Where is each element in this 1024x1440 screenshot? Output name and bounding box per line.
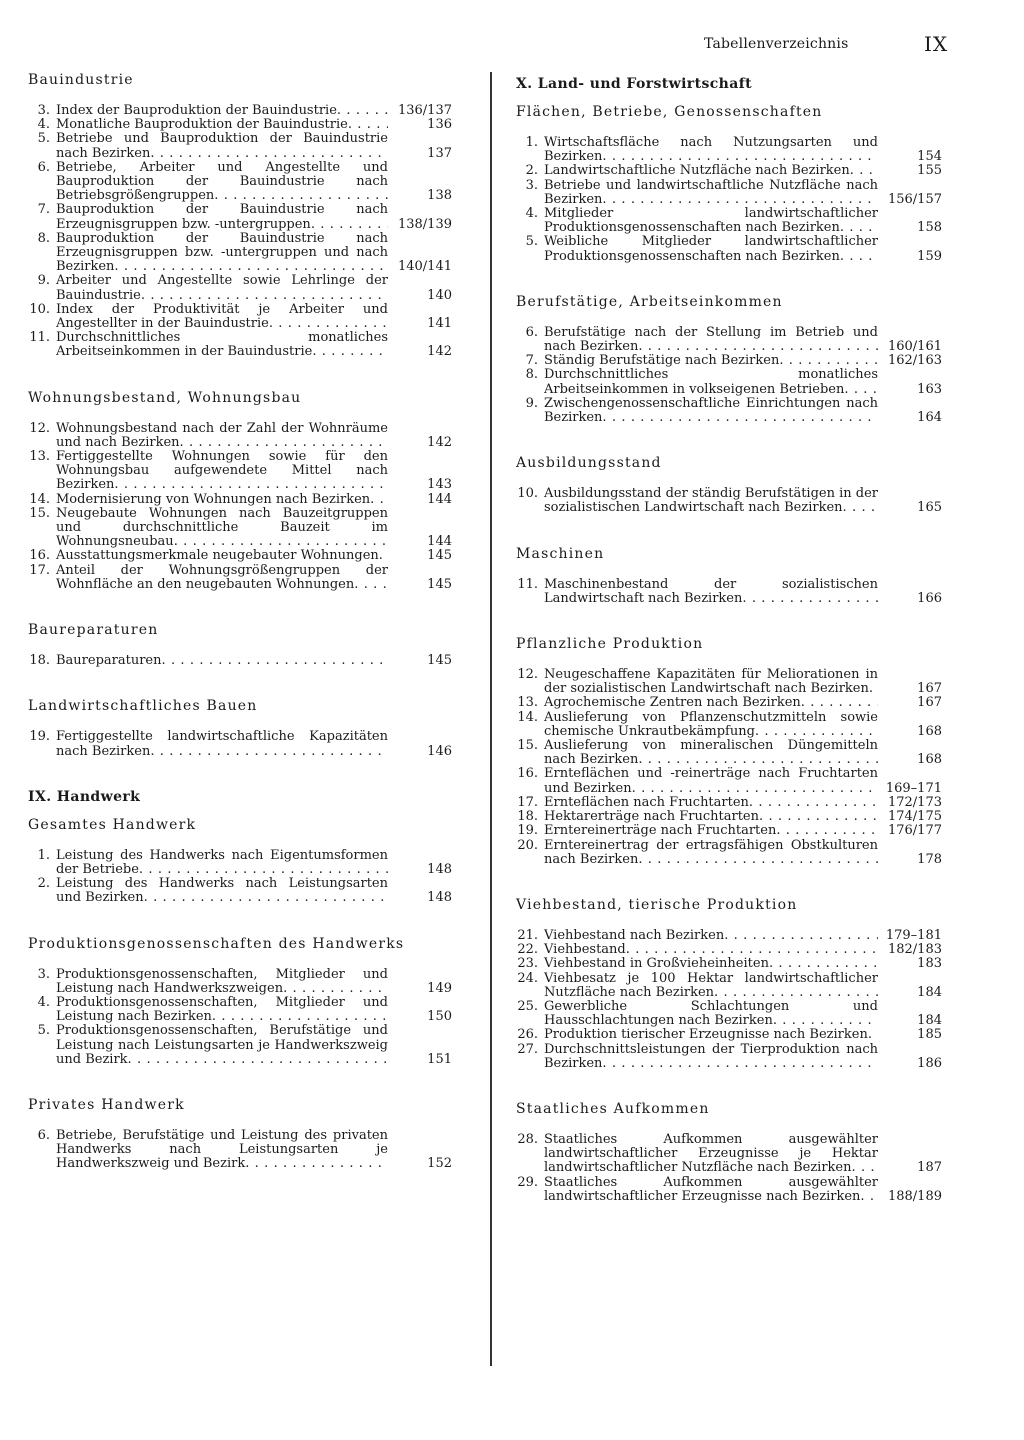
entry-title: [538, 578, 878, 606]
entry-number: 29.: [517, 1174, 538, 1190]
toc-entry: [516, 1043, 946, 1071]
entry-number: 6.: [37, 1127, 50, 1143]
toc-entry: [516, 972, 946, 1000]
entry-title-text: Hektarerträge nach Fruchtarten . . .: [544, 810, 759, 824]
entry-title: [538, 957, 878, 971]
toc-entry: [28, 493, 456, 507]
toc-entry: [516, 696, 946, 710]
toc-entry: [28, 877, 456, 905]
chapter-heading: X. Land- und Forstwirtschaft: [516, 76, 752, 92]
entry-title-text: Gewerbliche Schlachtungen und Hausschlachtungen nach Bezirken . . .: [544, 1000, 878, 1028]
entry-title-text: Betriebe, Arbeiter und Angestellte und Bauproduktion der Bauindustrie nach Betriebsgrößengruppen . . .: [56, 161, 388, 203]
toc-entry: [516, 179, 946, 207]
entry-page: 176/177: [887, 823, 942, 839]
toc-entry: [516, 1028, 946, 1042]
entry-title: [50, 161, 388, 204]
entry-page: 160/161: [887, 339, 942, 355]
entry-number: 15.: [517, 738, 538, 754]
entry-title-text: Produktionsgenossenschaften, Mitglieder und Leistung nach Bezirken . . .: [56, 996, 388, 1024]
entry-page: 151: [427, 1051, 452, 1067]
toc-entry: [28, 730, 456, 758]
entry-page: 162/163: [887, 353, 942, 369]
toc-entry: [516, 235, 946, 263]
entry-title: [538, 354, 878, 368]
toc-entry: [516, 326, 946, 354]
toc-section: [516, 455, 946, 515]
entry-page: 155: [917, 163, 942, 179]
entry-number: 12.: [517, 667, 538, 683]
entry-number: 26.: [517, 1027, 538, 1043]
entry-title: [50, 118, 388, 132]
toc-section: [28, 936, 456, 1067]
toc-entry: [28, 549, 456, 563]
entry-number: 1.: [525, 135, 538, 150]
entry-number: 27.: [517, 1041, 538, 1057]
entry-title: [538, 972, 878, 1000]
toc-entry: [516, 796, 946, 810]
entry-page: 156/157: [887, 191, 942, 207]
entry-title-text: Auslieferung von Pflanzenschutzmitteln sowie chemische Unkrautbekämpfung . . .: [544, 711, 878, 739]
toc-entry: [516, 824, 946, 838]
entry-page: 166: [917, 590, 942, 606]
entry-title-text: Durchschnittliches monatliches Arbeitseinkommen in der Bauindustrie . . .: [56, 331, 388, 359]
entry-title: [50, 104, 388, 118]
entry-title: [538, 179, 878, 207]
entry-title: [538, 368, 878, 396]
entry-number: 3.: [525, 177, 538, 193]
section-heading: Berufstätige, Arbeitseinkommen: [516, 293, 783, 310]
entry-title: [538, 397, 878, 425]
left-column: [28, 72, 456, 1202]
entry-number: 7.: [37, 202, 50, 218]
entry-number: 24.: [517, 970, 538, 986]
entry-title-text: Bauproduktion der Bauindustrie nach Erzeugnisgruppen bzw. -untergruppen und nach Bezirken . . .: [56, 232, 388, 274]
toc-entry: [516, 1000, 946, 1028]
entry-page: 141: [427, 316, 452, 332]
toc-section: [516, 1101, 946, 1204]
entry-page: 148: [427, 861, 452, 877]
entry-title-text: Staatliches Aufkommen ausgewählter landwirtschaftlicher Erzeugnisse nach Bezirken . . .: [544, 1176, 878, 1204]
entry-title-text: Landwirtschaftliche Nutzfläche nach Bezirken . . .: [544, 164, 850, 178]
entry-number: 18.: [517, 809, 538, 825]
entry-title: [50, 493, 388, 507]
entry-page: 183: [917, 956, 942, 972]
entry-number: 2.: [525, 163, 538, 179]
right-column: [516, 72, 946, 1234]
entry-page: 184: [917, 984, 942, 1000]
entry-title-text: Zwischengenossenschaftliche Einrichtungen nach Bezirken . . .: [544, 397, 878, 425]
toc-section: [28, 789, 456, 906]
section-heading: Produktionsgenossenschaften des Handwerks: [28, 935, 405, 952]
entry-page: 143: [427, 477, 452, 493]
entry-title-text: Viehbesatz je 100 Hektar landwirtschaftlicher Nutzfläche nach Bezirken . . .: [544, 972, 878, 1000]
entry-number: 18.: [29, 653, 50, 669]
entry-page: 163: [917, 381, 942, 397]
toc-entry: [516, 711, 946, 739]
toc-entry: [516, 487, 946, 515]
entry-title-text: Weibliche Mitglieder landwirtschaftlicher Produktionsgenossenschaften nach Bezirken . . .: [544, 235, 878, 263]
entry-title-text: Durchschnittsleistungen der Tierproduktion nach Bezirken . . .: [544, 1043, 878, 1071]
toc-entry: [28, 654, 456, 668]
entry-page: 158: [917, 220, 942, 236]
toc-entry: [28, 1024, 456, 1067]
entry-page: 168: [917, 723, 942, 739]
toc-section: [516, 76, 946, 264]
entry-title-text: Erntereinerträge nach Fruchtarten . . .: [544, 824, 776, 838]
entry-title-text: Produktion tierischer Erzeugnisse nach Bezirken . . .: [544, 1028, 868, 1042]
toc-section: [516, 546, 946, 606]
entry-title-text: Viehbestand nach Bezirken . . .: [544, 929, 724, 943]
entry-title: [538, 739, 878, 767]
entry-page: 136/137: [397, 103, 452, 118]
entry-page: 172/173: [887, 794, 942, 810]
entry-title: [50, 203, 388, 231]
entry-number: 3.: [37, 103, 50, 118]
entry-title-text: Betriebe, Berufstätige und Leistung des privaten Handwerks nach Leistungsarten je Handwerkszweig und Bezirk . . .: [56, 1129, 388, 1171]
entry-title-text: Leistung des Handwerks nach Eigentumsformen der Betriebe . . .: [56, 849, 388, 877]
entry-title-text: Berufstätige nach der Stellung im Betrieb und nach Bezirken . . .: [544, 326, 878, 354]
entry-title: [50, 1024, 388, 1067]
entry-page: 164: [917, 410, 942, 426]
entry-page: 145: [427, 653, 452, 669]
entry-page: 159: [917, 248, 942, 264]
entry-title-text: Erntereinertrag der ertragsfähigen Obstkulturen nach Bezirken . . .: [544, 839, 878, 867]
toc-section: [28, 390, 456, 592]
entry-page: 144: [427, 534, 452, 550]
entry-number: 14.: [29, 491, 50, 507]
entry-number: 9.: [37, 273, 50, 289]
entry-page: 144: [427, 491, 452, 507]
entry-title: [538, 810, 878, 824]
entry-page: 174/175: [887, 809, 942, 825]
entry-page: 167: [917, 681, 942, 697]
toc-entry: [516, 943, 946, 957]
entry-number: 11.: [29, 330, 50, 346]
toc-entry: [28, 132, 456, 160]
entry-number: 16.: [517, 766, 538, 782]
entry-page: 152: [427, 1156, 452, 1172]
toc-entry: [28, 104, 456, 118]
entry-page: 184: [917, 1013, 942, 1029]
entry-number: 8.: [525, 367, 538, 383]
entry-title-text: Ernteflächen und -reinerträge nach Fruchtarten und Bezirken . . .: [544, 767, 878, 795]
entry-title-text: Fertiggestellte landwirtschaftliche Kapazitäten nach Bezirken . . .: [56, 730, 388, 758]
entry-title-text: Viehbestand . . .: [544, 943, 626, 957]
entry-number: 13.: [29, 449, 50, 465]
entry-page: 149: [427, 980, 452, 996]
entry-number: 25.: [517, 998, 538, 1014]
entry-page: 179–181: [885, 927, 942, 943]
entry-title: [538, 164, 878, 178]
toc-entry: [28, 507, 456, 550]
entry-title: [538, 136, 878, 164]
toc-entry: [516, 164, 946, 178]
entry-title-text: Neugebaute Wohnungen nach Bauzeitgruppen und durchschnittliche Bauzeit im Wohnungsneubau . . .: [56, 507, 388, 549]
entry-title: [50, 1129, 388, 1172]
entry-title-text: Fertiggestellte Wohnungen sowie für den Wohnungsbau aufgewendete Mittel nach Bezirken . . .: [56, 450, 388, 492]
entry-title-text: Index der Bauproduktion der Bauindustrie . . .: [56, 104, 337, 118]
entry-title: [50, 450, 388, 493]
entry-title-text: Leistung des Handwerks nach Leistungsarten und Bezirken . . .: [56, 877, 388, 905]
entry-number: 12.: [29, 420, 50, 436]
entry-page: 185: [917, 1027, 942, 1043]
entry-page: 140/141: [397, 259, 452, 275]
entry-page: 145: [427, 576, 452, 592]
toc-entry: [28, 564, 456, 592]
toc-entry: [516, 767, 946, 795]
toc-section: [28, 72, 456, 360]
entry-page: 146: [427, 743, 452, 759]
entry-title-text: Auslieferung von mineralischen Düngemitteln nach Bezirken . . .: [544, 739, 878, 767]
entry-number: 10.: [517, 486, 538, 502]
entry-page: 188/189: [887, 1188, 942, 1204]
entry-number: 6.: [525, 324, 538, 340]
entry-number: 13.: [517, 695, 538, 711]
toc-entry: [516, 354, 946, 368]
entry-title: [538, 824, 878, 838]
entry-page: 137: [427, 145, 452, 161]
entry-number: 17.: [517, 794, 538, 810]
entry-number: 2.: [37, 876, 50, 892]
entry-title: [50, 877, 388, 905]
chapter-heading: IX. Handwerk: [28, 788, 141, 805]
toc-section: [516, 294, 946, 425]
entry-number: 17.: [29, 562, 50, 578]
entry-number: 20.: [517, 837, 538, 853]
entry-title: [538, 326, 878, 354]
toc-entry: [28, 118, 456, 132]
entry-number: 5.: [37, 131, 50, 147]
entry-title-text: Anteil der Wohnungsgrößengruppen der Wohnfläche an den neugebauten Wohnungen . . .: [56, 564, 388, 592]
toc-entry: [516, 136, 946, 164]
section-heading: Baureparaturen: [28, 622, 159, 639]
entry-title: [50, 968, 388, 996]
toc-entry: [516, 1176, 946, 1204]
entry-title: [538, 1043, 878, 1071]
entry-number: 4.: [525, 206, 538, 222]
entry-page: 186: [917, 1055, 942, 1071]
toc-entry: [516, 839, 946, 867]
toc-entry: [516, 207, 946, 235]
toc-section: [28, 622, 456, 668]
section-heading: Privates Handwerk: [28, 1096, 185, 1113]
entry-page: 165: [917, 500, 942, 516]
entry-number: 21.: [517, 927, 538, 943]
entry-title-text: Ständig Berufstätige nach Bezirken . . .: [544, 354, 779, 368]
entry-number: 15.: [29, 505, 50, 521]
entry-title: [538, 696, 878, 710]
toc-section: [28, 1097, 456, 1172]
entry-page: 167: [917, 695, 942, 711]
entry-title-text: Ernteflächen nach Fruchtarten . . .: [544, 796, 749, 810]
entry-number: 11.: [517, 576, 538, 592]
entry-title-text: Produktionsgenossenschaften, Mitglieder und Leistung nach Handwerkszweigen . . .: [56, 968, 388, 996]
entry-page: 142: [427, 344, 452, 360]
toc-entry: [28, 1129, 456, 1172]
entry-title-text: Index der Produktivität je Arbeiter und Angestellter in der Bauindustrie . . .: [56, 303, 388, 331]
entry-title-text: Viehbestand in Großvieheinheiten . . .: [544, 957, 769, 971]
entry-title-text: Produktionsgenossenschaften, Berufstätige und Leistung nach Leistungsarten je Handwerkszweig und Bezirk . . .: [56, 1024, 388, 1066]
running-head: Tabellenverzeichnis: [704, 36, 849, 52]
entry-title: [538, 1176, 878, 1204]
entry-number: 19.: [29, 729, 50, 745]
section-heading: Bauindustrie: [28, 72, 134, 88]
section-heading: Flächen, Betriebe, Genossenschaften: [516, 104, 823, 120]
entry-title-text: Baureparaturen . . .: [56, 654, 162, 668]
entry-title-text: Maschinenbestand der sozialistischen Landwirtschaft nach Bezirken . . .: [544, 578, 878, 606]
entry-title: [538, 1133, 878, 1176]
toc-entry: [28, 450, 456, 493]
toc-entry: [516, 810, 946, 824]
toc-section: [516, 897, 946, 1071]
toc-entry: [516, 957, 946, 971]
entry-title: [538, 711, 878, 739]
entry-page: 138/139: [397, 216, 452, 232]
toc-entry: [516, 368, 946, 396]
toc-entry: [28, 303, 456, 331]
entry-page: 154: [917, 149, 942, 165]
toc-entry: [28, 849, 456, 877]
toc-entry: [516, 668, 946, 696]
entry-number: 5.: [37, 1023, 50, 1039]
section-heading: Landwirtschaftliches Bauen: [28, 698, 258, 715]
entry-title: [538, 1000, 878, 1028]
entry-title: [50, 303, 388, 331]
entry-number: 14.: [517, 709, 538, 725]
entry-title-text: Monatliche Bauproduktion der Bauindustrie . . .: [56, 118, 348, 132]
entry-title: [538, 207, 878, 235]
entry-title-text: Modernisierung von Wohnungen nach Bezirken . . .: [56, 493, 370, 507]
entry-title: [50, 996, 388, 1024]
entry-title-text: Agrochemische Zentren nach Bezirken . . .: [544, 696, 801, 710]
entry-title-text: Wirtschaftsfläche nach Nutzungsarten und Bezirken . . .: [544, 136, 878, 164]
entry-title-text: Durchschnittliches monatliches Arbeitseinkommen in volkseigenen Betrieben . . .: [544, 368, 878, 396]
entry-title: [50, 507, 388, 550]
entry-title-text: Wohnungsbestand nach der Zahl der Wohnräume und nach Bezirken . . .: [56, 422, 388, 450]
entry-number: 16.: [29, 548, 50, 564]
entry-title: [50, 331, 388, 359]
entry-number: 1.: [37, 847, 50, 863]
entry-page: 178: [917, 851, 942, 867]
entry-number: 9.: [525, 395, 538, 411]
entry-title: [538, 1028, 878, 1042]
entry-title: [50, 274, 388, 302]
entry-title-text: Bauproduktion der Bauindustrie nach Erzeugnisgruppen bzw. -untergruppen . . .: [56, 203, 388, 231]
toc-section: [28, 698, 456, 758]
entry-title: [538, 929, 878, 943]
entry-title-text: Mitglieder landwirtschaftlicher Produktionsgenossenschaften nach Bezirken . . .: [544, 207, 878, 235]
entry-number: 3.: [37, 966, 50, 982]
entry-number: 4.: [37, 994, 50, 1010]
entry-title-text: Staatliches Aufkommen ausgewählter landwirtschaftlicher Erzeugnisse je Hektar landwirtschaftlicher Nutzfläche nach Bezirken . . .: [544, 1133, 878, 1175]
entry-page: 182/183: [887, 942, 942, 958]
toc-entry: [28, 996, 456, 1024]
column-divider: [490, 72, 492, 1366]
entry-page: 168: [917, 752, 942, 768]
entry-title: [50, 549, 388, 563]
entry-title: [538, 668, 878, 696]
section-heading: Pflanzliche Produktion: [516, 636, 704, 653]
entry-page: 142: [427, 434, 452, 450]
entry-title: [50, 422, 388, 450]
entry-title-text: Betriebe und landwirtschaftliche Nutzfläche nach Bezirken . . .: [544, 179, 878, 207]
toc-entry: [28, 161, 456, 204]
section-heading: Gesamtes Handwerk: [28, 816, 197, 833]
entry-title-text: Ausbildungsstand der ständig Berufstätigen in der sozialistischen Landwirtschaft nach Bezirken . . .: [544, 487, 878, 515]
toc-entry: [516, 1133, 946, 1176]
entry-title-text: Betriebe und Bauproduktion der Bauindustrie nach Bezirken . . .: [56, 132, 388, 160]
entry-number: 4.: [37, 117, 50, 133]
toc-entry: [516, 578, 946, 606]
entry-page: 140: [427, 287, 452, 303]
section-heading: Staatliches Aufkommen: [516, 1100, 710, 1117]
entry-title: [50, 849, 388, 877]
entry-title: [538, 796, 878, 810]
entry-title-text: Arbeiter und Angestellte sowie Lehrlinge der Bauindustrie . . .: [56, 274, 388, 302]
entry-title: [538, 487, 878, 515]
section-heading: Wohnungsbestand, Wohnungsbau: [28, 389, 302, 406]
entry-number: 5.: [525, 234, 538, 250]
entry-number: 28.: [517, 1131, 538, 1147]
section-heading: Ausbildungsstand: [516, 455, 662, 472]
entry-title: [50, 654, 388, 668]
entry-title: [50, 232, 388, 275]
entry-number: 10.: [29, 301, 50, 317]
toc-entry: [28, 232, 456, 275]
section-heading: Maschinen: [516, 545, 605, 562]
entry-title: [538, 839, 878, 867]
entry-number: 6.: [37, 159, 50, 175]
entry-title: [50, 730, 388, 758]
entry-page: 187: [917, 1160, 942, 1176]
entry-title: [538, 767, 878, 795]
entry-page: 148: [427, 890, 452, 906]
entry-number: 7.: [525, 353, 538, 369]
page-number: IX: [924, 32, 949, 56]
entry-title: [50, 564, 388, 592]
entry-number: 8.: [37, 230, 50, 246]
toc-entry: [516, 929, 946, 943]
toc-entry: [28, 331, 456, 359]
toc-entry: [516, 739, 946, 767]
entry-title-text: Neugeschaffene Kapazitäten für Meliorationen in der sozialistischen Landwirtschaft nach Bezirken . . .: [544, 668, 878, 696]
entry-page: 136: [427, 117, 452, 133]
entry-number: 23.: [517, 956, 538, 972]
entry-page: 145: [427, 548, 452, 564]
entry-title: [538, 943, 878, 957]
entry-title-text: Ausstattungsmerkmale neugebauter Wohnungen . . .: [56, 549, 379, 563]
entry-page: 169–171: [885, 780, 942, 796]
toc-entry: [28, 203, 456, 231]
entry-number: 19.: [517, 823, 538, 839]
section-heading: Viehbestand, tierische Produktion: [516, 896, 798, 913]
entry-title: [538, 235, 878, 263]
toc-entry: [516, 397, 946, 425]
toc-entry: [28, 422, 456, 450]
entry-title: [50, 132, 388, 160]
entry-number: 22.: [517, 942, 538, 958]
entry-page: 150: [427, 1009, 452, 1025]
entry-page: 138: [427, 188, 452, 204]
toc-section: [516, 636, 946, 867]
toc-entry: [28, 968, 456, 996]
toc-entry: [28, 274, 456, 302]
